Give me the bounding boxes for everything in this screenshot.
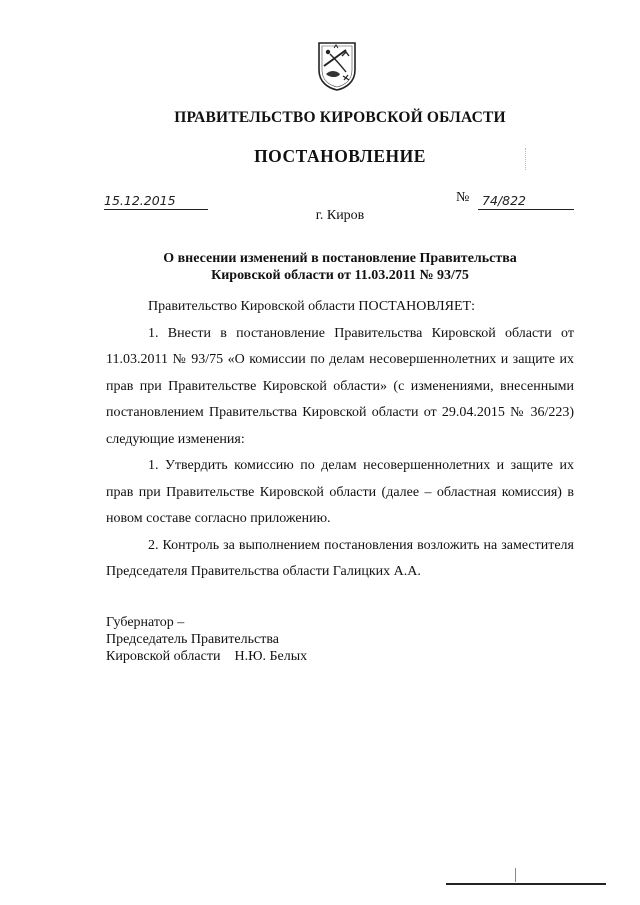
signature-line-2: Председатель Правительства: [106, 632, 279, 647]
paragraph-1-1: 1. Утвердить комиссию по делам несовершеннолетних и защите их прав при Правительстве Кировской области (далее – областная комиссия) в новом составе согласно приложению.: [106, 458, 574, 526]
bottom-rule: [446, 883, 606, 885]
document-body: [106, 294, 574, 586]
coat-of-arms-icon: [316, 40, 358, 92]
scan-mark: [525, 148, 526, 170]
number-label: №: [456, 190, 470, 205]
paragraph-1: 1. Внести в постановление Правительства Кировской области от 11.03.2011 № 93/75 «О комиссии по делам несовершеннолетних и защите их прав при Правительстве Кировской области» (с изменениями, внесенными постановлением Правительства Кировской области от 29.04.2015 № 36/223) следующие изменения:: [106, 325, 574, 447]
signature-line-3: [106, 648, 307, 665]
signature-region: Кировской области: [106, 649, 221, 664]
document-date: 15.12.2015: [104, 193, 176, 208]
subject-line-2: Кировской области от 11.03.2011 № 93/75: [211, 268, 469, 283]
subject-line-1: О внесении изменений в постановление Правительства: [163, 251, 517, 266]
document-type: ПОСТАНОВЛЕНИЕ: [254, 146, 426, 166]
signatory-name: Н.Ю. Белых: [234, 649, 308, 664]
paragraph-preamble: Правительство Кировской области ПОСТАНОВЛЯЕТ:: [148, 299, 475, 314]
document-number: 74/822: [482, 193, 526, 208]
scan-mark-bottom: [515, 868, 516, 882]
city: г. Киров: [315, 208, 365, 223]
signature-line-1: Губернатор –: [106, 615, 185, 630]
government-title: ПРАВИТЕЛЬСТВО КИРОВСКОЙ ОБЛАСТИ: [174, 109, 506, 126]
paragraph-2: 2. Контроль за выполнением постановления возложить на заместителя Председателя Правительства области Галицких А.А.: [106, 537, 574, 579]
signature-block: [106, 614, 307, 665]
document-subject: [0, 250, 640, 284]
